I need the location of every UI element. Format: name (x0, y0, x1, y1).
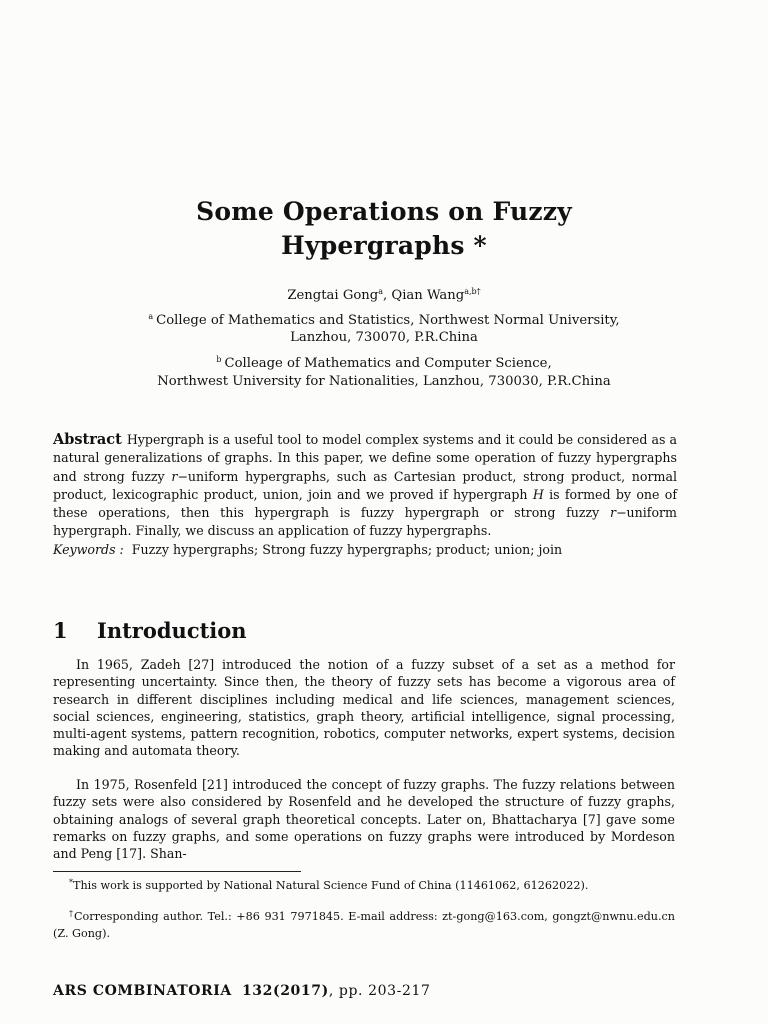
keywords-text: Fuzzy hypergraphs; Strong fuzzy hypergraphs; product; union; join (131, 541, 563, 557)
journal-name: ARS COMBINATORIA (53, 983, 232, 999)
affiliation-b-line-2: Northwest University for Nationalities, Lanzhou, 730030, P.R.China (157, 374, 611, 389)
paper-title-line-1: Some Operations on Fuzzy (196, 197, 572, 226)
journal-pages: , pp. 203-217 (328, 983, 431, 999)
math-symbol: r (609, 505, 616, 521)
section-number: 1 (53, 618, 68, 643)
footnote-divider (53, 871, 301, 872)
intro-paragraph-1: In 1965, Zadeh [27] introduced the notion of a fuzzy subset of a set as a method for representing uncertainty. Since then, the theory of fuzzy sets has become a vigorous area of research in different disciplines including medical and life sciences, management sciences, social sciences, engineering, statistics, graph theory, artificial intelligence, signal processing, multi-agent systems, pattern recognition, robotics, computer networks, expert systems, decision making and automata theory. (53, 657, 675, 759)
abstract-text: −uniform hypergraph. Finally, we discuss an application of fuzzy hypergraphs. (53, 505, 677, 539)
abstract-text: Hypergraph is a useful tool to model complex systems and it could be considered as a natural generalizations of graphs. In this paper, we define some operation of fuzzy hypergraphs and strong fuzzy (53, 432, 677, 484)
section-title: Introduction (97, 618, 247, 643)
keywords-line (53, 541, 677, 559)
author-affiliation-mark: a,b† (464, 287, 481, 296)
keywords-label: Keywords : (53, 541, 124, 557)
intro-paragraph-2: In 1975, Rosenfeld [21] introduced the concept of fuzzy graphs. The fuzzy relations between fuzzy sets were also considered by Rosenfeld and he developed the structure of fuzzy graphs, obtaining analogs of several graph theoretical concepts. Later on, Bhattacharya [7] gave some remarks on fuzzy graphs, and some operations on fuzzy graphs were introduced by Mordeson and Peng [17]. Shan- (53, 777, 675, 862)
footnote-corresponding-author (53, 906, 675, 942)
affiliation-a-line-2: Lanzhou, 730070, P.R.China (290, 330, 478, 345)
affiliation-b-line-1 (0, 350, 768, 374)
author-name: Zengtai Gong (287, 288, 379, 303)
affiliation-text: College of Mathematics and Statistics, Northwest Normal University, (156, 313, 620, 328)
affiliation-mark: b (216, 355, 222, 364)
abstract-text: −uniform hypergraphs, such as Cartesian product, strong product, normal product, lexicographic product, union, join and we proved if hypergraph (53, 468, 677, 502)
footnote-mark: † (69, 909, 74, 918)
section-heading (53, 616, 247, 646)
abstract (53, 431, 677, 559)
author-line (0, 286, 768, 306)
abstract-heading: Abstract (53, 431, 122, 448)
footnote-text: This work is supported by National Natural Science Fund of China (11461062, 61262022). (73, 879, 589, 892)
affiliation-text: Colleage of Mathematics and Computer Science, (224, 356, 552, 371)
journal-volume: 132(2017) (241, 983, 329, 999)
math-symbol: H (532, 486, 544, 502)
author-name: Qian Wang (391, 288, 465, 303)
paper-title-line-2: Hypergraphs * (281, 231, 487, 260)
footnote-mark: * (69, 878, 73, 887)
author-separator: , (383, 288, 392, 303)
math-symbol: r (171, 468, 178, 484)
footnote-text: Corresponding author. Tel.: +86 931 7971845. E-mail address: zt-gong@163.com, gongzt@nwnu.edu.cn (Z. Gong). (53, 910, 676, 940)
affiliation-mark: a (148, 312, 154, 321)
abstract-text: is formed by one of these operations, then this hypergraph is fuzzy hypergraph or strong fuzzy (53, 486, 677, 521)
journal-citation (53, 983, 431, 999)
author-affiliation-mark: a (378, 287, 384, 296)
footnote-funding (53, 875, 675, 895)
